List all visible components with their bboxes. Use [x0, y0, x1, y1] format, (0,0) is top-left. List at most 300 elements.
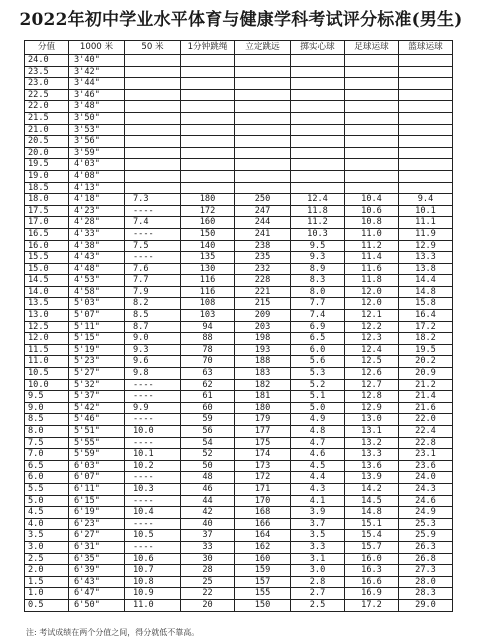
- table-cell: 188: [235, 356, 291, 368]
- table-cell: 3.5: [25, 530, 69, 542]
- table-cell: [399, 136, 453, 148]
- column-header: 1分钟跳绳: [181, 41, 235, 55]
- table-cell: 10.1: [125, 449, 181, 461]
- table-cell: 14.5: [25, 275, 69, 287]
- table-cell: 48: [181, 472, 235, 484]
- table-cell: 21.0: [25, 124, 69, 136]
- table-row: [25, 426, 453, 438]
- table-cell: ----: [125, 541, 181, 553]
- table-cell: 11.6: [345, 263, 399, 275]
- table-cell: 6.9: [291, 321, 345, 333]
- table-row: [25, 344, 453, 356]
- table-row: [25, 356, 453, 368]
- table-row: [25, 379, 453, 391]
- table-cell: 22.4: [399, 426, 453, 438]
- table-row: [25, 565, 453, 577]
- table-row: [25, 507, 453, 519]
- table-cell: 5.0: [291, 402, 345, 414]
- table-row: [25, 89, 453, 101]
- table-cell: 4'23": [69, 205, 125, 217]
- column-header: 足球运球: [345, 41, 399, 55]
- table-cell: 3'48": [69, 101, 125, 113]
- table-cell: 5'15": [69, 333, 125, 345]
- table-cell: 103: [181, 310, 235, 322]
- table-cell: 12.1: [345, 310, 399, 322]
- table-cell: 3.1: [291, 553, 345, 565]
- table-cell: 12.7: [345, 379, 399, 391]
- table-cell: 70: [181, 356, 235, 368]
- table-cell: [181, 101, 235, 113]
- table-cell: [291, 55, 345, 67]
- table-cell: 30: [181, 553, 235, 565]
- table-cell: 10.6: [345, 205, 399, 217]
- table-row: [25, 112, 453, 124]
- table-row: [25, 530, 453, 542]
- table-cell: 9.0: [125, 333, 181, 345]
- table-cell: 4.4: [291, 472, 345, 484]
- table-cell: 174: [235, 449, 291, 461]
- table-cell: 4.6: [291, 449, 345, 461]
- table-cell: [291, 66, 345, 78]
- table-cell: 21.6: [399, 402, 453, 414]
- table-cell: [181, 170, 235, 182]
- table-cell: [291, 78, 345, 90]
- table-cell: [345, 66, 399, 78]
- table-cell: 60: [181, 402, 235, 414]
- table-row: [25, 170, 453, 182]
- table-cell: 40: [181, 518, 235, 530]
- column-header: 50 米: [125, 41, 181, 55]
- table-cell: [399, 89, 453, 101]
- table-cell: 6'03": [69, 460, 125, 472]
- table-cell: 2.5: [25, 553, 69, 565]
- column-header: 篮球运球: [399, 41, 453, 55]
- table-cell: 180: [235, 402, 291, 414]
- table-cell: 12.4: [291, 194, 345, 206]
- table-cell: 9.3: [125, 344, 181, 356]
- table-cell: 10.9: [125, 588, 181, 600]
- table-cell: 193: [235, 344, 291, 356]
- table-cell: 28.3: [399, 588, 453, 600]
- table-cell: 44: [181, 495, 235, 507]
- table-cell: [181, 182, 235, 194]
- table-cell: 9.6: [125, 356, 181, 368]
- table-row: [25, 518, 453, 530]
- table-cell: 18.2: [399, 333, 453, 345]
- table-cell: 3.5: [291, 530, 345, 542]
- table-cell: 7.3: [125, 194, 181, 206]
- table-cell: [125, 182, 181, 194]
- table-row: [25, 402, 453, 414]
- table-cell: 3'53": [69, 124, 125, 136]
- table-cell: 4.5: [291, 460, 345, 472]
- table-cell: [399, 66, 453, 78]
- table-cell: [125, 101, 181, 113]
- table-row: [25, 599, 453, 611]
- table-cell: 3.0: [291, 565, 345, 577]
- table-row: [25, 136, 453, 148]
- table-cell: 4'33": [69, 228, 125, 240]
- table-cell: [291, 124, 345, 136]
- table-cell: 16.3: [345, 565, 399, 577]
- table-cell: 2.8: [291, 576, 345, 588]
- table-cell: 8.7: [125, 321, 181, 333]
- table-header-row: [25, 41, 453, 55]
- table-cell: 20.0: [25, 147, 69, 159]
- column-header: 分值: [25, 41, 69, 55]
- table-cell: 221: [235, 286, 291, 298]
- table-cell: 6'50": [69, 599, 125, 611]
- table-cell: 228: [235, 275, 291, 287]
- table-cell: 170: [235, 495, 291, 507]
- table-cell: 14.0: [25, 286, 69, 298]
- table-cell: [235, 78, 291, 90]
- table-cell: 4.8: [291, 426, 345, 438]
- table-row: [25, 263, 453, 275]
- table-cell: 198: [235, 333, 291, 345]
- table-cell: 8.5: [25, 414, 69, 426]
- table-cell: [399, 159, 453, 171]
- table-cell: 5'03": [69, 298, 125, 310]
- table-cell: 6'27": [69, 530, 125, 542]
- table-cell: 13.3: [345, 449, 399, 461]
- table-cell: 12.4: [345, 344, 399, 356]
- table-cell: [235, 159, 291, 171]
- table-cell: [125, 147, 181, 159]
- table-cell: 1.5: [25, 576, 69, 588]
- table-cell: [345, 170, 399, 182]
- table-cell: 15.8: [399, 298, 453, 310]
- table-cell: ----: [125, 495, 181, 507]
- table-cell: [345, 112, 399, 124]
- table-cell: [345, 147, 399, 159]
- table-cell: 23.1: [399, 449, 453, 461]
- table-cell: 13.6: [345, 460, 399, 472]
- table-cell: 203: [235, 321, 291, 333]
- table-cell: 247: [235, 205, 291, 217]
- table-cell: 24.0: [25, 55, 69, 67]
- table-cell: [399, 147, 453, 159]
- table-cell: 183: [235, 368, 291, 380]
- table-cell: 4'58": [69, 286, 125, 298]
- column-header: 1000 米: [69, 41, 125, 55]
- table-cell: 15.5: [25, 252, 69, 264]
- page-title: 2022年初中学业水平体育与健康学科考试评分标准(男生): [19, 10, 463, 30]
- table-cell: 29.0: [399, 599, 453, 611]
- table-cell: [235, 136, 291, 148]
- table-cell: 14.4: [399, 275, 453, 287]
- table-cell: 11.8: [345, 275, 399, 287]
- table-cell: 20: [181, 599, 235, 611]
- table-cell: 12.9: [345, 402, 399, 414]
- table-cell: [181, 78, 235, 90]
- table-cell: [345, 136, 399, 148]
- table-cell: 23.6: [399, 460, 453, 472]
- table-row: [25, 495, 453, 507]
- table-cell: 23.0: [25, 78, 69, 90]
- table-cell: [345, 78, 399, 90]
- table-cell: 10.8: [345, 217, 399, 229]
- table-cell: [399, 101, 453, 113]
- table-cell: ----: [125, 414, 181, 426]
- table-cell: 5'37": [69, 391, 125, 403]
- table-row: [25, 333, 453, 345]
- table-row: [25, 182, 453, 194]
- table-cell: 6'43": [69, 576, 125, 588]
- table-cell: 26.3: [399, 541, 453, 553]
- table-row: [25, 240, 453, 252]
- table-cell: 3.0: [25, 541, 69, 553]
- table-cell: 6'35": [69, 553, 125, 565]
- table-cell: 16.9: [345, 588, 399, 600]
- table-cell: 5'11": [69, 321, 125, 333]
- table-cell: 4.5: [25, 507, 69, 519]
- table-row: [25, 205, 453, 217]
- table-cell: 3'40": [69, 55, 125, 67]
- table-cell: 0.5: [25, 599, 69, 611]
- table-row: [25, 472, 453, 484]
- table-cell: [125, 89, 181, 101]
- table-cell: 5'23": [69, 356, 125, 368]
- table-cell: 16.6: [345, 576, 399, 588]
- table-row: [25, 368, 453, 380]
- table-cell: 108: [181, 298, 235, 310]
- table-cell: 12.9: [399, 240, 453, 252]
- table-cell: 62: [181, 379, 235, 391]
- table-cell: 6'39": [69, 565, 125, 577]
- table-row: [25, 194, 453, 206]
- table-row: [25, 414, 453, 426]
- table-cell: 50: [181, 460, 235, 472]
- table-cell: 12.5: [25, 321, 69, 333]
- table-cell: 19.5: [25, 159, 69, 171]
- table-cell: 10.6: [125, 553, 181, 565]
- table-cell: 20.9: [399, 368, 453, 380]
- table-cell: ----: [125, 472, 181, 484]
- table-cell: 22.5: [25, 89, 69, 101]
- table-cell: 3.7: [291, 518, 345, 530]
- table-cell: 171: [235, 483, 291, 495]
- table-cell: [181, 55, 235, 67]
- table-cell: 8.5: [125, 310, 181, 322]
- table-cell: 160: [235, 553, 291, 565]
- table-cell: [235, 124, 291, 136]
- table-cell: 7.5: [125, 240, 181, 252]
- table-cell: 22: [181, 588, 235, 600]
- table-cell: 13.0: [345, 414, 399, 426]
- table-cell: 26.8: [399, 553, 453, 565]
- table-row: [25, 66, 453, 78]
- table-cell: 14.2: [345, 483, 399, 495]
- table-cell: 21.2: [399, 379, 453, 391]
- table-cell: 3'56": [69, 136, 125, 148]
- table-body: [25, 55, 453, 612]
- table-cell: 16.4: [399, 310, 453, 322]
- table-cell: [399, 182, 453, 194]
- table-cell: ----: [125, 391, 181, 403]
- table-cell: 10.3: [125, 483, 181, 495]
- table-cell: 6.0: [25, 472, 69, 484]
- table-cell: [125, 170, 181, 182]
- table-cell: 5'32": [69, 379, 125, 391]
- table-cell: 25: [181, 576, 235, 588]
- table-cell: 12.0: [345, 286, 399, 298]
- table-cell: 241: [235, 228, 291, 240]
- table-cell: 116: [181, 286, 235, 298]
- table-cell: 8.0: [25, 426, 69, 438]
- table-cell: 15.7: [345, 541, 399, 553]
- table-cell: [399, 55, 453, 67]
- table-cell: [291, 170, 345, 182]
- table-cell: 5'59": [69, 449, 125, 461]
- table-cell: 9.3: [291, 252, 345, 264]
- table-cell: 8.9: [291, 263, 345, 275]
- table-cell: 16.5: [25, 228, 69, 240]
- table-cell: 24.0: [399, 472, 453, 484]
- table-cell: 15.4: [345, 530, 399, 542]
- table-cell: 244: [235, 217, 291, 229]
- table-cell: 4.7: [291, 437, 345, 449]
- table-cell: 12.5: [345, 356, 399, 368]
- table-cell: 12.0: [25, 333, 69, 345]
- table-cell: 13.0: [25, 310, 69, 322]
- table-cell: 6'47": [69, 588, 125, 600]
- table-cell: [181, 66, 235, 78]
- table-cell: [181, 124, 235, 136]
- table-row: [25, 217, 453, 229]
- table-cell: 11.0: [25, 356, 69, 368]
- table-cell: 6'19": [69, 507, 125, 519]
- table-cell: 12.6: [345, 368, 399, 380]
- table-cell: [235, 55, 291, 67]
- table-cell: 5.1: [291, 391, 345, 403]
- table-cell: 22.0: [25, 101, 69, 113]
- table-cell: 15.1: [345, 518, 399, 530]
- table-cell: 10.7: [125, 565, 181, 577]
- table-cell: 6'07": [69, 472, 125, 484]
- table-cell: [125, 66, 181, 78]
- table-row: [25, 449, 453, 461]
- table-cell: 9.8: [125, 368, 181, 380]
- table-cell: 37: [181, 530, 235, 542]
- table-cell: 3.9: [291, 507, 345, 519]
- table-cell: 162: [235, 541, 291, 553]
- table-cell: 56: [181, 426, 235, 438]
- table-cell: 12.8: [345, 391, 399, 403]
- table-cell: 5.3: [291, 368, 345, 380]
- table-cell: 6.5: [291, 333, 345, 345]
- table-cell: 175: [235, 437, 291, 449]
- table-cell: 116: [181, 275, 235, 287]
- table-cell: 4'18": [69, 194, 125, 206]
- table-cell: 140: [181, 240, 235, 252]
- table-cell: 20.2: [399, 356, 453, 368]
- table-cell: 6'15": [69, 495, 125, 507]
- table-cell: 5'42": [69, 402, 125, 414]
- table-cell: 5.5: [25, 483, 69, 495]
- table-cell: 160: [181, 217, 235, 229]
- table-cell: 168: [235, 507, 291, 519]
- table-cell: [291, 101, 345, 113]
- table-cell: 59: [181, 414, 235, 426]
- table-cell: 13.8: [399, 263, 453, 275]
- table-cell: 8.0: [291, 286, 345, 298]
- table-cell: 11.4: [345, 252, 399, 264]
- table-cell: 9.4: [399, 194, 453, 206]
- table-cell: 10.5: [125, 530, 181, 542]
- table-cell: 4'13": [69, 182, 125, 194]
- table-cell: 7.9: [125, 286, 181, 298]
- table-cell: 135: [181, 252, 235, 264]
- table-cell: 3'46": [69, 89, 125, 101]
- table-cell: 3.3: [291, 541, 345, 553]
- score-table: [24, 40, 453, 612]
- table-cell: 155: [235, 588, 291, 600]
- table-cell: 21.4: [399, 391, 453, 403]
- table-cell: 13.5: [25, 298, 69, 310]
- table-cell: 8.2: [125, 298, 181, 310]
- table-cell: 27.3: [399, 565, 453, 577]
- table-row: [25, 275, 453, 287]
- table-cell: [399, 78, 453, 90]
- table-cell: 4'08": [69, 170, 125, 182]
- table-cell: [235, 89, 291, 101]
- table-cell: 8.3: [291, 275, 345, 287]
- table-cell: [235, 101, 291, 113]
- table-cell: 13.1: [345, 426, 399, 438]
- table-cell: 18.0: [25, 194, 69, 206]
- table-cell: 2.7: [291, 588, 345, 600]
- table-cell: 7.7: [291, 298, 345, 310]
- table-cell: 1.0: [25, 588, 69, 600]
- table-row: [25, 310, 453, 322]
- table-cell: [125, 78, 181, 90]
- table-cell: [291, 136, 345, 148]
- table-cell: 5.6: [291, 356, 345, 368]
- table-cell: 150: [235, 599, 291, 611]
- table-cell: 6.0: [291, 344, 345, 356]
- table-cell: 14.8: [399, 286, 453, 298]
- table-cell: 6.5: [25, 460, 69, 472]
- table-cell: 7.6: [125, 263, 181, 275]
- table-cell: 9.9: [125, 402, 181, 414]
- table-cell: 11.9: [399, 228, 453, 240]
- table-cell: 17.2: [399, 321, 453, 333]
- table-row: [25, 483, 453, 495]
- table-cell: [181, 136, 235, 148]
- table-cell: [291, 112, 345, 124]
- table-cell: 63: [181, 368, 235, 380]
- footnote: 注: 考试成绩在两个分值之间，得分就低不靠高。: [26, 628, 200, 637]
- table-cell: 22.0: [399, 414, 453, 426]
- table-cell: 164: [235, 530, 291, 542]
- table-cell: 61: [181, 391, 235, 403]
- table-cell: 2.5: [291, 599, 345, 611]
- table-cell: 179: [235, 414, 291, 426]
- table-cell: 7.7: [125, 275, 181, 287]
- table-cell: 5'51": [69, 426, 125, 438]
- table-row: [25, 391, 453, 403]
- table-cell: 6'23": [69, 518, 125, 530]
- table-cell: 3'44": [69, 78, 125, 90]
- table-cell: 11.8: [291, 205, 345, 217]
- table-row: [25, 124, 453, 136]
- table-cell: [399, 124, 453, 136]
- table-cell: [235, 170, 291, 182]
- table-cell: 17.0: [25, 217, 69, 229]
- table-cell: [235, 112, 291, 124]
- table-cell: 4.3: [291, 483, 345, 495]
